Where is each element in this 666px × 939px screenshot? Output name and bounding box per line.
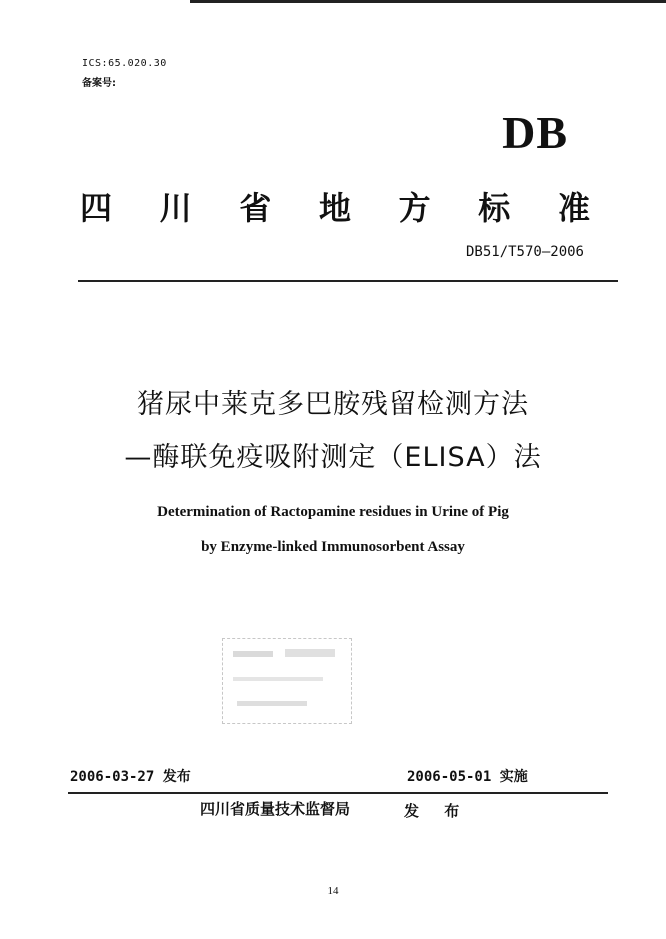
standard-type-char: 方 <box>398 189 431 227</box>
issuing-authority: 四川省质量技术监督局 <box>200 800 351 818</box>
ics-code: ICS:65.020.30 <box>82 58 167 69</box>
filing-number-label: 备案号: <box>82 78 116 89</box>
chinese-title-line-1: 猪尿中莱克多巴胺残留检测方法 <box>137 389 529 420</box>
standard-type-char: 四 <box>80 189 113 227</box>
standard-type-char: 川 <box>159 189 192 227</box>
issue-label: 发 布 <box>404 802 470 820</box>
standard-type-title <box>80 183 590 229</box>
chinese-title-line-2: —酶联免疫吸附测定（ELISA）法 <box>124 442 542 473</box>
english-title-line-1: Determination of Ractopamine residues in Urine of Pig <box>157 504 509 520</box>
implement-date: 2006-05-01 实施 <box>407 769 528 785</box>
footer-divider <box>68 792 608 794</box>
standard-type-char: 地 <box>318 189 351 227</box>
publish-date: 2006-03-27 发布 <box>70 769 191 785</box>
standard-number: DB51/T570—2006 <box>465 244 584 260</box>
top-border-line <box>190 0 666 3</box>
db-code-letters: DB <box>502 107 568 158</box>
standard-type-char: 省 <box>239 189 272 227</box>
header-divider <box>78 280 618 282</box>
standard-type-char: 准 <box>557 189 590 227</box>
standard-type-char: 标 <box>478 189 511 227</box>
faded-stamp-mark <box>222 638 352 724</box>
english-title-line-2: by Enzyme-linked Immunosorbent Assay <box>201 539 465 555</box>
page-number: 14 <box>327 885 339 897</box>
